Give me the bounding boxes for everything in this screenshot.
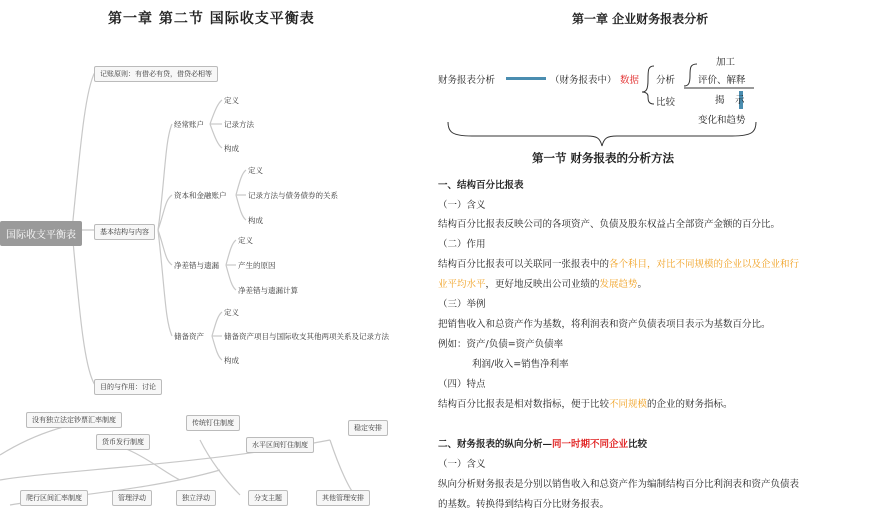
- section-title: 第一节 财务报表的分析方法: [532, 151, 675, 165]
- group-item: 定义: [248, 166, 263, 175]
- bottom-box: 分支主题: [248, 490, 288, 506]
- flow-trend: 变化和趋势: [698, 115, 746, 126]
- bottom-box: 爬行区间汇率制度: [20, 490, 88, 506]
- mindmap-root: 国际收支平衡表: [0, 221, 82, 246]
- para-2-text: ，更好地反映出公司业绩的: [485, 279, 600, 290]
- para-1: 结构百分比报表反映公司的各项资产、负债及股东权益占全部资产金额的百分比。: [438, 219, 781, 230]
- right-panel: [432, 0, 872, 517]
- heading-2: [438, 436, 647, 450]
- flow-branch-analyze: 分析: [656, 75, 676, 86]
- para-5: 利润/收入=销售净利率: [472, 359, 569, 370]
- para-4: 例如：资产/负债=资产负债率: [438, 339, 564, 350]
- para-2-highlight: 发展趋势: [599, 279, 638, 290]
- bottom-box: 货币发行制度: [96, 434, 150, 450]
- group-current-account: 经常账户: [174, 120, 204, 129]
- sub-4: （四）特点: [438, 379, 486, 390]
- principle-node: 记账原则：有借必有贷，借贷必相等: [94, 66, 218, 82]
- para-6-text: 的企业的财务指标。: [647, 399, 733, 410]
- group-item: 定义: [224, 308, 239, 317]
- group-item: 定义: [238, 236, 253, 245]
- bottom-box: 管理浮动: [112, 490, 152, 506]
- bottom-box: 独立浮动: [176, 490, 216, 506]
- group-errors: 净差错与遗漏: [174, 261, 219, 270]
- group-item: 构成: [248, 216, 263, 225]
- heading-1: 一、结构百分比报表: [438, 180, 524, 191]
- bottom-box: 其他管理安排: [316, 490, 370, 506]
- left-title: 第一章 第二节 国际收支平衡表: [108, 11, 315, 27]
- sub-1: （一）含义: [438, 200, 486, 211]
- flow-reveal-b: 示: [735, 95, 745, 106]
- para-2-highlight: 各个科目，对比不同规模的企业以及企业和行: [609, 259, 800, 270]
- group-item: 构成: [224, 356, 239, 365]
- group-item: 储备资产项目与国际收支其他两项关系及记录方法: [224, 332, 389, 341]
- para-6-highlight: 不同规模: [609, 399, 648, 410]
- bottom-box: 没有独立法定钞票汇率制度: [26, 412, 122, 428]
- para-2-highlight: 业平均水平: [438, 279, 486, 290]
- flow-arrow: [506, 77, 546, 80]
- para-2-line-1: [438, 256, 799, 270]
- right-title: 第一章 企业财务报表分析: [572, 12, 709, 26]
- flow-evaluate: 评价、解释: [698, 75, 746, 86]
- heading-2-text: 比较: [628, 439, 648, 450]
- para-2-text: 。: [637, 279, 648, 290]
- para-2-text: 结构百分比报表可以关联同一张报表中的: [438, 259, 610, 270]
- group-item: 净差错与遗漏计算: [238, 286, 298, 295]
- flow-start: 财务报表分析: [438, 75, 496, 86]
- sub-3: （三）举例: [438, 299, 486, 310]
- left-panel: [0, 0, 432, 517]
- flow-middle: （财务报表中）: [550, 75, 617, 86]
- heading-2-text: 二、财务报表的纵向分析—: [438, 439, 553, 450]
- para-6: [438, 396, 733, 410]
- flow-reveal-a: 揭: [715, 95, 725, 106]
- flow-diagram-lines: [432, 0, 872, 160]
- flow-process: 加工: [716, 57, 736, 68]
- group-reserve: 储备资产: [174, 332, 204, 341]
- sub-2: （二）作用: [438, 239, 486, 250]
- group-item: 产生的原因: [238, 261, 276, 270]
- flow-data: 数据: [620, 75, 640, 86]
- group-item: 记录方法与债务债券的关系: [248, 191, 338, 200]
- para-3: 把销售收入和总资产作为基数，将利润表和资产负债表项目表示为基数百分比。: [438, 319, 771, 330]
- sub-5: （一）含义: [438, 459, 486, 470]
- basic-structure-node: 基本结构与内容: [94, 224, 155, 240]
- heading-2-highlight: 同一时期不同企业: [552, 439, 629, 450]
- group-item: 定义: [224, 96, 239, 105]
- bottom-box: 水平区间钉住制度: [246, 437, 314, 453]
- group-capital-account: 资本和金融账户: [174, 191, 227, 200]
- group-item: 记录方法: [224, 120, 254, 129]
- bottom-box: 稳定安排: [348, 420, 388, 436]
- bottom-box: 传统钉住制度: [186, 415, 240, 431]
- para-2-line-2: [438, 276, 647, 290]
- para-7: 纵向分析财务报表是分别以销售收入和总资产作为编制结构百分比利润表和资产负债表: [438, 479, 800, 490]
- para-6-text: 结构百分比报表是相对数指标，便于比较: [438, 399, 610, 410]
- purpose-node: 目的与作用：讨论: [94, 379, 162, 395]
- group-item: 构成: [224, 144, 239, 153]
- flow-branch-compare: 比较: [656, 97, 676, 108]
- para-8: 的基数。转换得到结构百分比财务报表。: [438, 499, 610, 510]
